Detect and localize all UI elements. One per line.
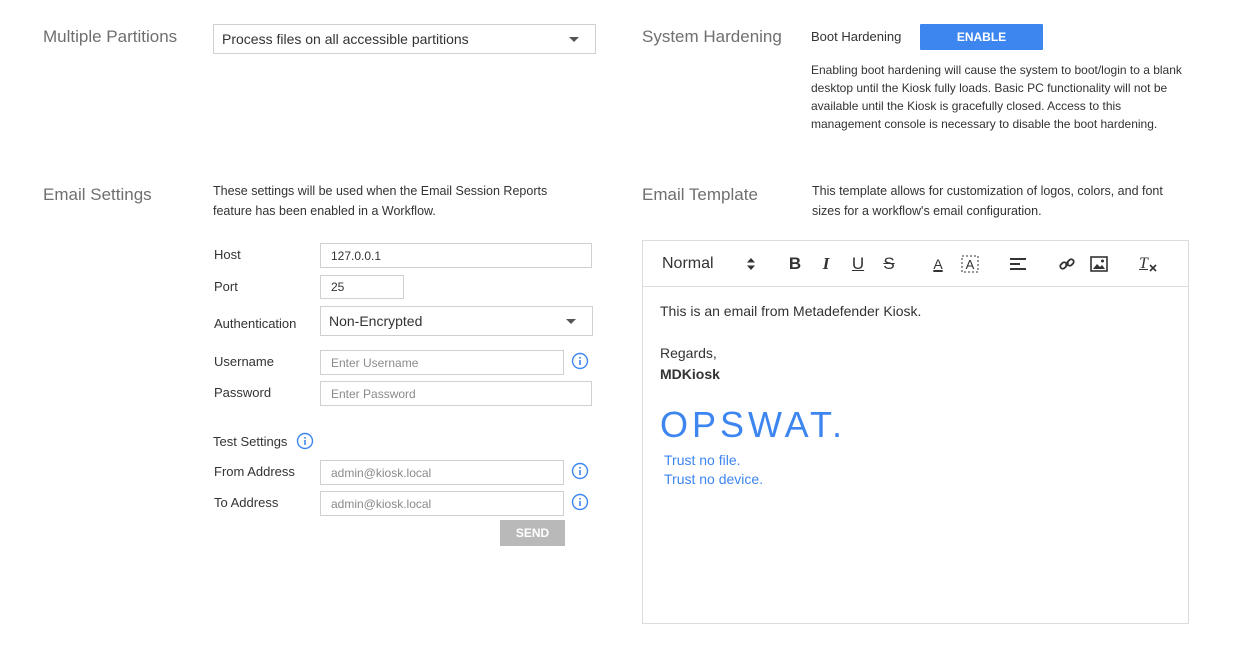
opswat-logo: OPSWAT.: [660, 404, 847, 445]
editor-toolbar: [643, 241, 1188, 287]
authentication-selected-value: Non-Encrypted: [329, 313, 423, 329]
email-settings-title: Email Settings: [43, 185, 152, 204]
email-settings-description-line: These settings will be used when the Email Session Reports: [213, 184, 548, 198]
info-icon[interactable]: [571, 462, 589, 480]
info-icon[interactable]: [296, 432, 314, 450]
email-template-description-line: This template allows for customization of logos, colors, and font: [812, 184, 1163, 198]
to-address-input[interactable]: admin@kiosk.local: [320, 491, 564, 516]
link-button[interactable]: [1056, 253, 1078, 275]
port-label: Port: [214, 279, 238, 294]
font-color-button[interactable]: A: [933, 256, 943, 272]
port-input[interactable]: 25: [320, 275, 404, 299]
test-settings-label: Test Settings: [213, 434, 288, 449]
clear-format-icon: T: [1139, 255, 1148, 272]
host-label: Host: [214, 247, 241, 262]
authentication-select[interactable]: [320, 306, 593, 336]
chevron-down-icon: [566, 319, 576, 324]
email-settings-description-line: feature has been enabled in a Workflow.: [213, 204, 436, 218]
to-address-label: To Address: [214, 495, 279, 510]
email-template-description-line: sizes for a workflow's email configuration.: [812, 204, 1042, 218]
sort-arrows-icon: [746, 257, 756, 271]
image-button[interactable]: [1088, 253, 1110, 275]
hardening-description-line: desktop until the Kiosk fully loads. Basic PC functionality will not be: [811, 81, 1168, 95]
format-select[interactable]: [662, 253, 762, 275]
underline-button[interactable]: U: [851, 254, 865, 273]
password-label: Password: [214, 385, 272, 400]
bold-button[interactable]: B: [788, 254, 802, 273]
from-address-input[interactable]: admin@kiosk.local: [320, 460, 564, 485]
logo-tagline: Trust no file.: [664, 452, 741, 468]
email-signature: MDKiosk: [660, 366, 720, 382]
from-address-label: From Address: [214, 464, 295, 479]
chevron-down-icon: [569, 37, 579, 42]
highlight-icon: [961, 255, 979, 273]
hardening-description-line: Enabling boot hardening will cause the system to boot/login to a blank: [811, 63, 1182, 77]
enable-button[interactable]: ENABLE: [920, 24, 1043, 50]
email-body-line: Regards,: [660, 345, 717, 361]
email-template-title: Email Template: [642, 185, 758, 204]
authentication-label: Authentication: [214, 316, 297, 331]
info-icon[interactable]: [571, 493, 589, 511]
partitions-selected-value: Process files on all accessible partitions: [222, 31, 469, 47]
email-settings-description: [213, 181, 593, 221]
hardening-description-line: management console is necessary to disable the boot hardening.: [811, 117, 1158, 131]
background-color-button[interactable]: [959, 253, 981, 275]
hardening-title: System Hardening: [642, 27, 782, 46]
hardening-description-line: available until the Kiosk is gracefully closed. Access to this: [811, 99, 1122, 113]
strikethrough-button[interactable]: S: [883, 254, 895, 273]
clear-format-button[interactable]: [1137, 253, 1159, 275]
hardening-description: [811, 61, 1211, 133]
boot-hardening-label: Boot Hardening: [811, 29, 902, 44]
username-label: Username: [214, 354, 274, 369]
italic-button[interactable]: I: [822, 254, 830, 273]
image-icon: [1090, 256, 1108, 272]
username-input[interactable]: Enter Username: [320, 350, 564, 375]
format-select-value: Normal: [662, 255, 714, 272]
logo-tagline: Trust no device.: [664, 471, 764, 487]
editor-body[interactable]: [660, 301, 921, 385]
send-button[interactable]: SEND: [500, 520, 565, 546]
close-icon: [1149, 264, 1157, 272]
align-left-icon: [1009, 256, 1027, 272]
info-icon[interactable]: [571, 352, 589, 370]
email-body-line: This is an email from Metadefender Kiosk.: [660, 303, 922, 319]
host-input[interactable]: 127.0.0.1: [320, 243, 592, 268]
link-icon: [1058, 255, 1076, 273]
partitions-select[interactable]: [213, 24, 596, 54]
password-input[interactable]: Enter Password: [320, 381, 592, 406]
svg-text:A: A: [965, 257, 975, 272]
email-template-description: [812, 181, 1212, 221]
partitions-title: Multiple Partitions: [43, 27, 178, 46]
align-button[interactable]: [1007, 253, 1029, 275]
